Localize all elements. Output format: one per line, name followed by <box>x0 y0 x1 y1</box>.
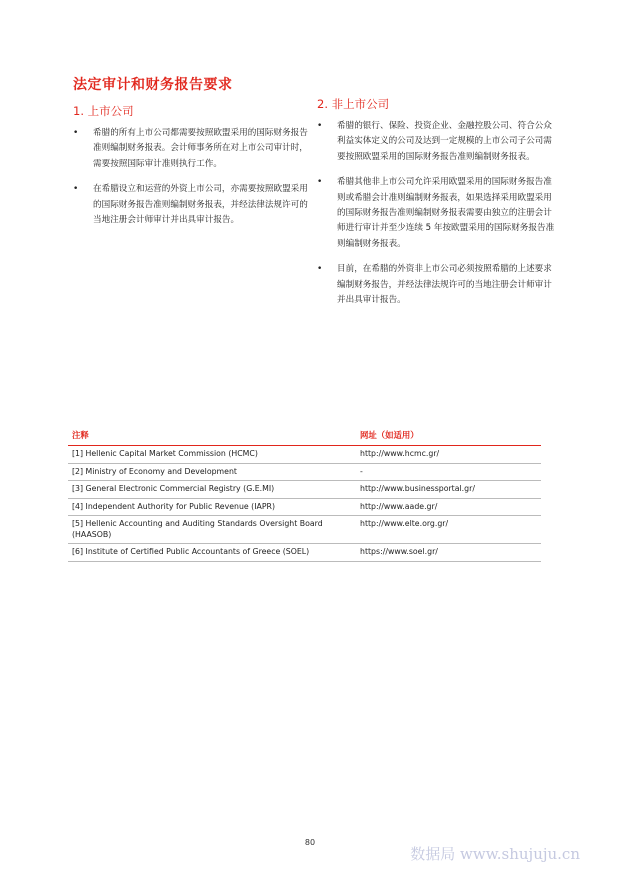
listed-companies-section <box>73 103 313 238</box>
bullet-item: • 目前，在希腊的外资非上市公司必须按照希腊的上述要求编制财务报告，并经法律法规许可的当地注册会计师审计并出具审计报告。 <box>317 262 557 308</box>
source-cell: [2] Ministry of Economy and Development <box>68 463 356 481</box>
header-url: 网址（如适用） <box>356 428 541 446</box>
listed-companies-subhead: 1. 上市公司 <box>73 104 134 118</box>
page-title: 法定审计和财务报告要求 <box>73 77 233 93</box>
table-row <box>68 481 541 499</box>
table-header-row <box>68 428 541 446</box>
unlisted-companies-section <box>317 96 557 318</box>
url-cell: - <box>356 463 541 481</box>
source-cell: [6] Institute of Certified Public Accountants of Greece (SOEL) <box>68 544 356 562</box>
unlisted-bullet-list <box>317 119 557 308</box>
unlisted-companies-subhead: 2. 非上市公司 <box>317 97 390 111</box>
table-row <box>68 463 541 481</box>
header-source: 注释 <box>68 428 356 446</box>
url-cell: http://www.elte.org.gr/ <box>356 516 541 544</box>
watermark: 数据局 www.shujuju.cn <box>410 845 580 863</box>
url-cell: http://www.hcmc.gr/ <box>356 446 541 464</box>
page-number: 80 <box>304 838 316 847</box>
bullet-item: • 希腊的所有上市公司都需要按照欧盟采用的国际财务报告准则编制财务报表。会计师事务所在对上市公司审计时，需要按照国际审计准则执行工作。 <box>73 126 313 172</box>
table-row <box>68 498 541 516</box>
url-cell: http://www.businessportal.gr/ <box>356 481 541 499</box>
bullet-item: • 希腊的银行、保险、投资企业、金融控股公司、符合公众利益实体定义的公司及达到一定规模的上市公司子公司需要按照欧盟采用的国际财务报告准则编制财务报表。 <box>317 119 557 165</box>
bullet-item: • 希腊其他非上市公司允许采用欧盟采用的国际财务报告准则或希腊会计准则编制财务报表，如果选择采用欧盟采用的国际财务报告准则编制财务报表需要由独立的注册会计师进行审计并至少连续 5 年按欧盟采用的国际财务报告准则编制财务报表。 <box>317 175 557 252</box>
notes-table <box>68 428 541 562</box>
source-cell: [4] Independent Authority for Public Revenue (IAPR) <box>68 498 356 516</box>
table-row <box>68 516 541 544</box>
table-row <box>68 544 541 562</box>
source-cell: [5] Hellenic Accounting and Auditing Standards Oversight Board (HAASOB) <box>68 516 356 544</box>
source-cell: [1] Hellenic Capital Market Commission (HCMC) <box>68 446 356 464</box>
source-cell: [3] General Electronic Commercial Registry (G.E.MI) <box>68 481 356 499</box>
table-row <box>68 446 541 464</box>
url-cell: http://www.aade.gr/ <box>356 498 541 516</box>
url-cell: https://www.soel.gr/ <box>356 544 541 562</box>
bullet-item: • 在希腊设立和运营的外资上市公司，亦需要按照欧盟采用的国际财务报告准则编制财务报表，并经法律法规许可的当地注册会计师审计并出具审计报告。 <box>73 182 313 228</box>
listed-bullet-list <box>73 126 313 228</box>
